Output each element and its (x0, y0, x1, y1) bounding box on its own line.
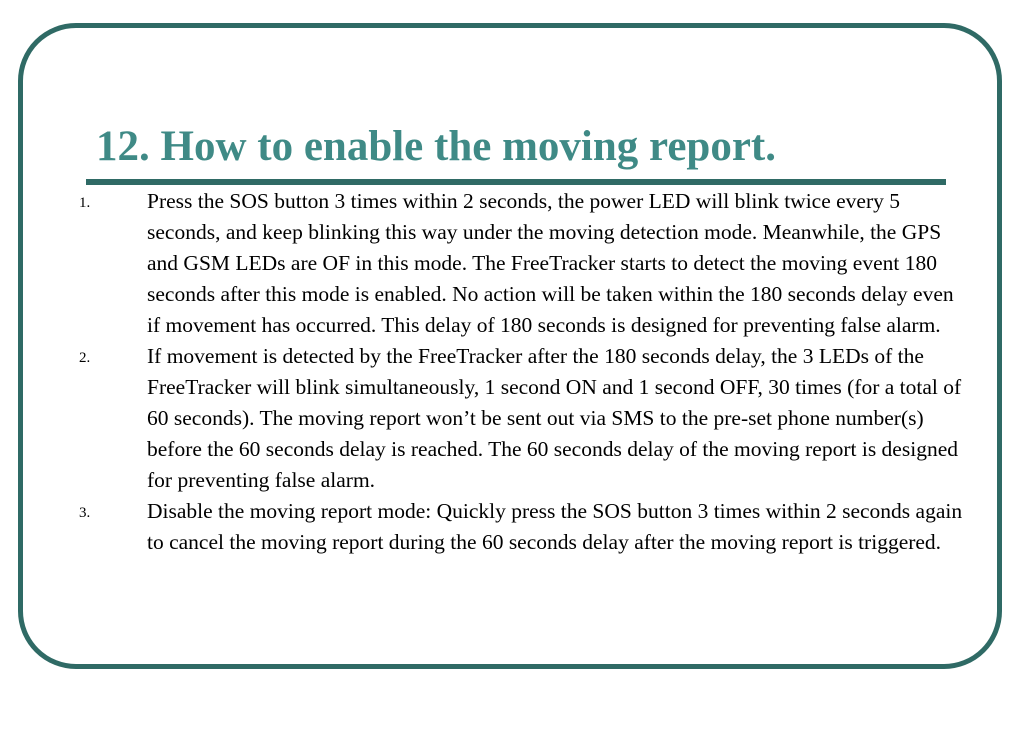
title-underline (86, 179, 946, 185)
list-item (0, 186, 1023, 341)
list-item (0, 496, 1023, 558)
step-text: If movement is detected by the FreeTracker after the 180 seconds delay, the 3 LEDs of the FreeTracker will blink simultaneously, 1 second ON and 1 second OFF, 30 times (for a total of 60 seconds). The moving report won’t be sent out via SMS to the pre-set phone number(s) before the 60 seconds delay is reached. The 60 seconds delay of the moving report is designed for preventing false alarm. (147, 344, 962, 492)
step-text: Disable the moving report mode: Quickly press the SOS button 3 times within 2 seconds again to cancel the moving report during the 60 seconds delay after the moving report is triggered. (147, 499, 963, 554)
step-text: Press the SOS button 3 times within 2 seconds, the power LED will blink twice every 5 seconds, and keep blinking this way under the moving detection mode. Meanwhile, the GPS and GSM LEDs are OF in this mode. The FreeTracker starts to detect the moving event 180 seconds after this mode is enabled. No action will be taken within the 180 seconds delay even if movement has occurred. This delay of 180 seconds is designed for preventing false alarm. (147, 189, 954, 337)
step-number: 3. (79, 505, 91, 521)
step-number: 1. (79, 195, 91, 211)
step-list (0, 186, 1023, 558)
step-number: 2. (79, 350, 91, 366)
slide-title: 12. How to enable the moving report. (96, 123, 776, 170)
list-item (0, 341, 1023, 496)
